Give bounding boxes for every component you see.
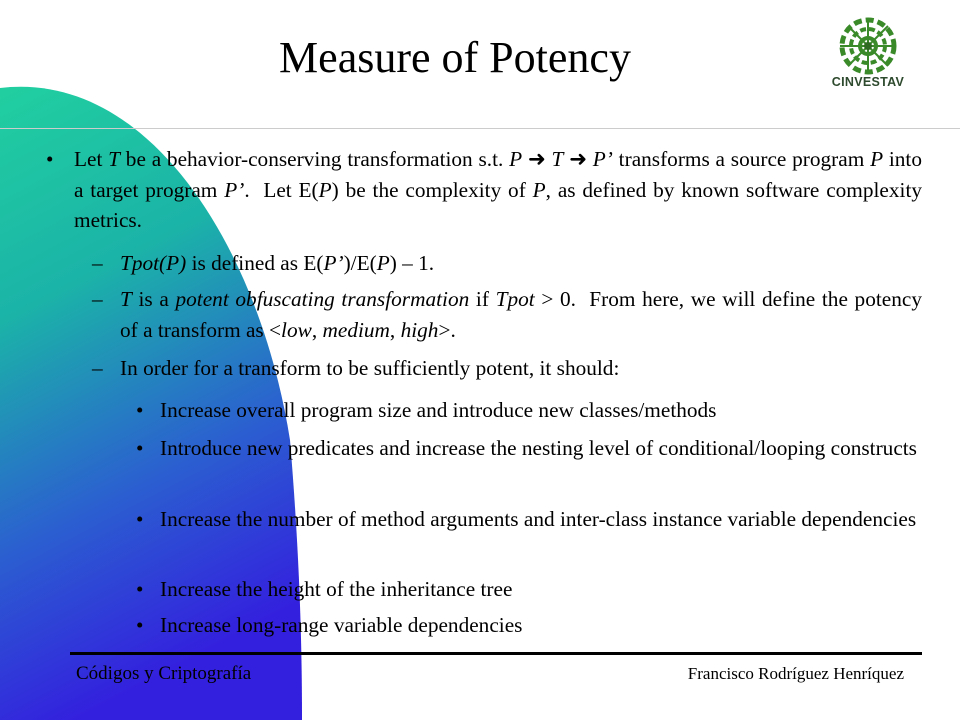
subbullet-tpot-definition: [92, 248, 922, 279]
subbullet-potent-transformation: [92, 284, 922, 345]
footer-separator: [70, 652, 922, 655]
bullet-main: [46, 144, 923, 236]
bullet-text: Increase long-range variable dependencies: [160, 613, 523, 637]
bullet-marker: •: [136, 398, 144, 422]
bullet-marker: •: [46, 147, 54, 171]
bullet-text: Introduce new predicates and increase the nesting level of conditional/looping constructs: [160, 436, 917, 460]
bullet-text: Increase overall program size and introduce new classes/methods: [160, 398, 717, 422]
bullet-marker: •: [136, 507, 144, 531]
bullet-text: In order for a transform to be sufficiently potent, it should:: [120, 356, 620, 380]
bullet-text: Tpot(P) is defined as E(P’)/E(P) – 1.: [120, 251, 435, 275]
list-item: [136, 433, 922, 464]
bullet-text: Increase the height of the inheritance tree: [160, 577, 513, 601]
logo-emblem-icon: [820, 16, 916, 78]
list-item: [136, 395, 922, 426]
dash-marker: –: [92, 356, 103, 380]
list-item: [136, 610, 922, 641]
bullet-marker: •: [136, 613, 144, 637]
bullet-marker: •: [136, 577, 144, 601]
list-item: [136, 504, 922, 535]
footer-course-name: Códigos y Criptografía: [76, 663, 252, 684]
logo-text: CINVESTAV: [831, 75, 905, 89]
bullet-text: Let T be a behavior-conserving transformation s.t. P ➜ T ➜ P’ transforms a source program P into a target program P’. Let E(P) be the complexity of P, as defined by known software complexity metrics.: [74, 147, 923, 232]
dash-marker: –: [92, 251, 103, 275]
bullet-text: T is a potent obfuscating transformation if Tpot > 0. From here, we will define the potency of a transform as <low, medium, high>.: [120, 287, 922, 342]
bullet-text: Increase the number of method arguments and inter-class instance variable dependencies: [160, 507, 917, 531]
dash-marker: –: [92, 287, 103, 311]
title-separator: [0, 128, 960, 129]
slide-title: Measure of Potency: [279, 33, 631, 82]
bullet-marker: •: [136, 436, 144, 460]
list-item: [136, 574, 922, 605]
footer-author: Francisco Rodríguez Henríquez: [687, 664, 904, 683]
cinvestav-logo: [820, 16, 916, 96]
subbullet-requirements: [92, 353, 922, 384]
